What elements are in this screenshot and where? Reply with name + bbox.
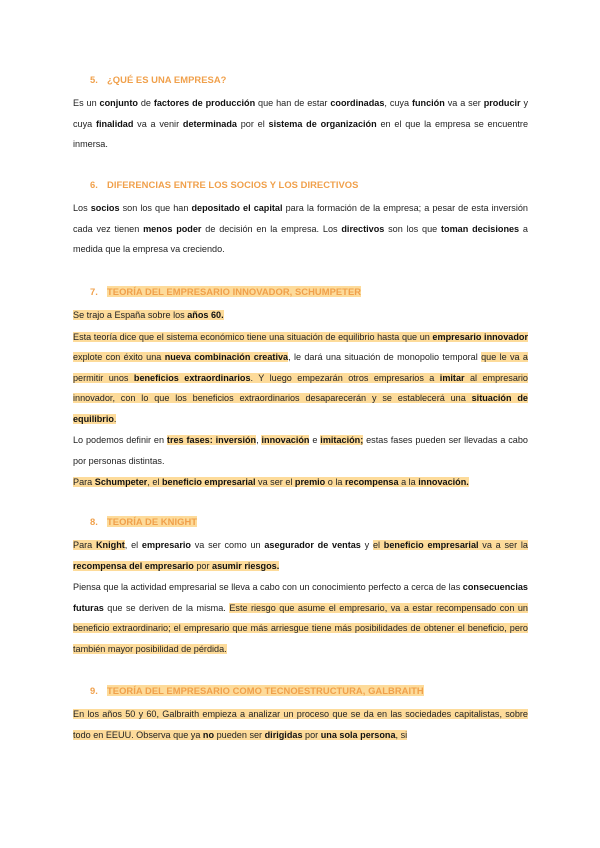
- paragraph: [73, 472, 528, 493]
- bold-text: Schumpeter: [94, 477, 148, 487]
- bold-text: una sola persona: [320, 729, 396, 740]
- text-run: explote con éxito una: [73, 352, 165, 362]
- text-run: va a venir: [133, 118, 183, 129]
- section-body: [73, 704, 528, 745]
- text-run: , si: [395, 729, 408, 740]
- section-7: [73, 285, 528, 493]
- section-9: [73, 684, 528, 745]
- bold-text: finalidad: [96, 118, 134, 129]
- section-title: TEORÍA DEL EMPRESARIO INNOVADOR, SCHUMPETER: [107, 286, 362, 297]
- text-run: Es un: [73, 98, 100, 108]
- paragraph: [73, 327, 528, 430]
- section-heading: 6. DIFERENCIAS ENTRE LOS SOCIOS Y LOS DIRECTIVOS: [90, 179, 359, 190]
- bold-text: beneficio empresarial: [161, 477, 256, 487]
- bold-text: toman decisiones: [441, 223, 520, 234]
- text-run: Los: [73, 203, 91, 213]
- text-run: , el: [147, 477, 162, 487]
- section-heading: 9. TEORÍA DEL EMPRESARIO COMO TECNOESTRUCTURA, GALBRAITH: [90, 685, 424, 696]
- section-title: TEORÍA DE KNIGHT: [107, 516, 198, 527]
- text-run: y cuya: [73, 98, 529, 129]
- bold-text: dirigidas: [264, 729, 303, 740]
- bold-text: consecuencias futuras: [73, 582, 528, 613]
- text-run: estas fases pueden ser llevadas a cabo por personas distintas.: [73, 435, 528, 466]
- text-run: , le dará una situación de monopolio temporal: [288, 352, 482, 362]
- bold-text: Knight: [95, 540, 125, 550]
- bold-text: innovación.: [418, 477, 469, 487]
- paragraph: [73, 93, 528, 155]
- text-run: son los que: [384, 223, 442, 234]
- section-body: [73, 198, 528, 260]
- text-run: pueden ser: [214, 729, 265, 740]
- bold-text: años 60.: [187, 310, 224, 320]
- text-run: , el: [124, 540, 142, 550]
- bold-text: situación de equilibrio: [73, 393, 528, 424]
- paragraph: [73, 577, 528, 659]
- text-run: o la: [325, 477, 345, 487]
- section-body: [73, 535, 528, 659]
- text-run: e: [309, 435, 321, 445]
- text-run: y: [360, 540, 373, 550]
- text-run: , cuya: [384, 98, 412, 108]
- bold-text: beneficio empresarial: [383, 540, 479, 550]
- text-run: al empresario innovador, con lo que los beneficios extraordinarios desaparecerán y se establecerá una: [73, 372, 528, 403]
- text-run: que se deriven de la misma.: [103, 602, 230, 613]
- bold-text: coordinadas: [330, 98, 385, 108]
- text-run: . Y luego empezarán otros empresarios a: [250, 372, 440, 383]
- section-title: ¿QUÉ ES UNA EMPRESA?: [107, 74, 227, 85]
- text-run: son los que han: [119, 203, 192, 213]
- bold-text: producir: [483, 98, 521, 108]
- paragraph: [73, 430, 528, 471]
- text-run: Este riesgo que asume el empresario, va a estar recompensado con un beneficio extraordinario; el empresario que más arriesgue tiene más posibilidades de obtener el beneficio, pero también mayor posibilidad de pérdida.: [73, 602, 528, 654]
- bold-text: sistema de organización: [268, 118, 377, 129]
- bold-text: conjunto: [99, 98, 138, 108]
- bold-text: socios: [90, 203, 120, 213]
- text-run: Se trajo a España sobre los: [73, 310, 188, 320]
- text-run: En los años 50 y 60, Galbraith empieza a analizar un proceso que se da en las sociedades capitalistas, sobre todo en EEUU. Observa que ya: [73, 709, 528, 740]
- section-5: [73, 73, 528, 155]
- bold-text: imitación;: [320, 435, 364, 445]
- section-title: DIFERENCIAS ENTRE LOS SOCIOS Y LOS DIRECTIVOS: [107, 179, 359, 190]
- text-run: va ser como un: [190, 540, 265, 550]
- bold-text: recompensa del empresario: [73, 560, 194, 571]
- bold-text: menos poder: [143, 223, 202, 234]
- bold-text: no: [202, 729, 215, 740]
- bold-text: asegurador de ventas: [264, 540, 361, 550]
- bold-text: nueva combinación creativa: [164, 352, 289, 362]
- text-run: Para: [73, 540, 96, 550]
- text-run: por: [193, 560, 213, 571]
- section-8: [73, 515, 528, 659]
- paragraph: [73, 704, 528, 745]
- section-body: [73, 305, 528, 493]
- section-body: [73, 93, 528, 155]
- bold-text: recompensa: [344, 477, 399, 487]
- section-heading: 5. ¿QUÉ ES UNA EMPRESA?: [90, 74, 227, 85]
- text-run: va ser el: [255, 477, 295, 487]
- bold-text: imitar: [439, 372, 465, 383]
- bold-text: asumir riesgos.: [212, 560, 280, 571]
- text-run: que han de estar: [255, 98, 331, 108]
- text-run: por: [302, 729, 321, 740]
- bold-text: función: [411, 98, 445, 108]
- section-6: [73, 178, 528, 260]
- text-run: a medida que la empresa va creciendo.: [73, 223, 528, 254]
- bold-text: depositado el capital: [191, 203, 283, 213]
- bold-text: empresario innovador: [432, 331, 528, 342]
- text-run: de decisión en la empresa. Los: [201, 223, 342, 234]
- paragraph: [73, 535, 528, 576]
- text-run: el: [372, 540, 384, 550]
- text-run: que le va a permitir unos: [73, 352, 528, 383]
- bold-text: beneficios extraordinarios: [133, 372, 251, 383]
- text-run: Esta teoría dice que el sistema económico tiene una situación de equilibrio hasta que un: [73, 331, 433, 342]
- text-run: ,: [256, 435, 262, 445]
- text-run: por el: [236, 118, 269, 129]
- text-run: Para: [73, 477, 95, 487]
- paragraph: [73, 198, 528, 260]
- text-run: va a ser la: [478, 540, 528, 550]
- bold-text: directivos: [341, 223, 385, 234]
- text-run: de: [137, 98, 154, 108]
- section-title: TEORÍA DEL EMPRESARIO COMO TECNOESTRUCTURA, GALBRAITH: [107, 685, 424, 696]
- bold-text: innovación: [261, 435, 310, 445]
- section-heading: 7. TEORÍA DEL EMPRESARIO INNOVADOR, SCHUMPETER: [90, 286, 362, 297]
- text-run: Lo podemos definir en: [73, 435, 167, 445]
- section-heading: 8. TEORÍA DE KNIGHT: [90, 516, 198, 527]
- bold-text: empresario: [141, 540, 191, 550]
- text-run: Piensa que la actividad empresarial se lleva a cabo con un conocimiento perfecto a cerca de las: [73, 582, 463, 592]
- text-run: .: [113, 413, 117, 424]
- paragraph: [73, 305, 528, 326]
- text-run: va a ser: [444, 98, 484, 108]
- bold-text: determinada: [182, 118, 237, 129]
- bold-text: premio: [294, 477, 326, 487]
- bold-text: tres fases: inversión: [166, 435, 257, 445]
- text-run: para la formación de la empresa; a pesar de esta inversión cada vez tienen: [73, 203, 528, 234]
- text-run: en el que la empresa se encuentre inmersa.: [73, 118, 529, 149]
- bold-text: factores de producción: [153, 98, 256, 108]
- text-run: a la: [398, 477, 419, 487]
